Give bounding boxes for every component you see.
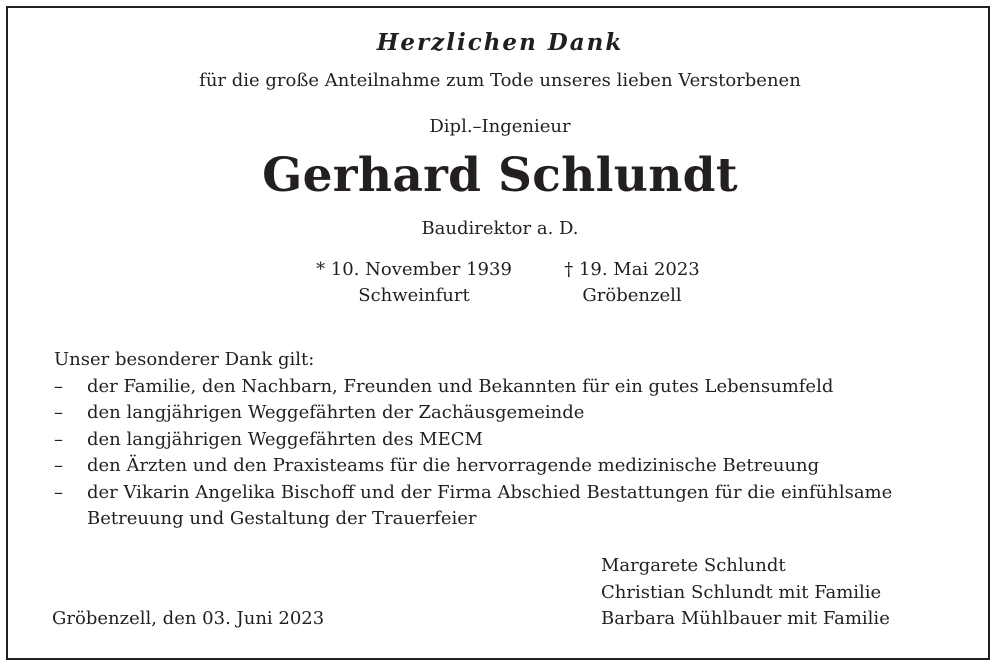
birth-date: * 10. November 1939 [316, 259, 512, 280]
list-dash: – [54, 375, 63, 397]
list-item-text: der Vikarin Angelika Bischoff und der Firma Abschied Bestattungen für die einfühlsame Betreuung und Gestaltung der Trauerfeier [87, 481, 893, 529]
list-item [54, 374, 954, 401]
list-item [54, 480, 954, 533]
list-item-text: der Familie, den Nachbarn, Freunden und Bekannten für ein gutes Lebensumfeld [87, 375, 834, 397]
birth-info [300, 257, 528, 309]
deceased-name: Gerhard Schlundt [262, 148, 738, 203]
thanks-intro: Unser besonderer Dank gilt: [54, 349, 315, 370]
signer-name: Barbara Mühlbauer mit Familie [601, 608, 890, 629]
list-item [54, 400, 954, 427]
signers-block [601, 553, 890, 633]
list-item [54, 427, 954, 454]
death-info [540, 257, 724, 309]
list-dash: – [54, 455, 63, 476]
thanks-section [54, 347, 954, 533]
deceased-prefix: Dipl.–Ingenieur [429, 116, 571, 137]
list-dash: – [54, 428, 63, 450]
notice-subtitle: für die große Anteilnahme zum Tode unseres lieben Verstorbenen [199, 70, 801, 91]
notice-title: Herzlichen Dank [376, 29, 624, 56]
list-dash: – [54, 402, 63, 423]
death-date: † 19. Mai 2023 [564, 259, 700, 280]
death-place: Gröbenzell [582, 285, 682, 306]
signer-name: Margarete Schlundt [601, 555, 786, 576]
signer-name: Christian Schlundt mit Familie [601, 581, 882, 603]
list-item-text: den langjährigen Weggefährten der Zachäusgemeinde [87, 402, 585, 423]
birth-place: Schweinfurt [358, 285, 470, 306]
list-item-text: den Ärzten und den Praxisteams für die hervorragende medizinische Betreuung [87, 455, 820, 476]
list-item [54, 453, 954, 480]
place-and-date: Gröbenzell, den 03. Juni 2023 [52, 608, 325, 629]
deceased-rank: Baudirektor a. D. [421, 218, 579, 239]
list-item-text: den langjährigen Weggefährten des MECM [87, 428, 483, 450]
thanks-list [54, 374, 954, 533]
list-dash: – [54, 481, 63, 503]
